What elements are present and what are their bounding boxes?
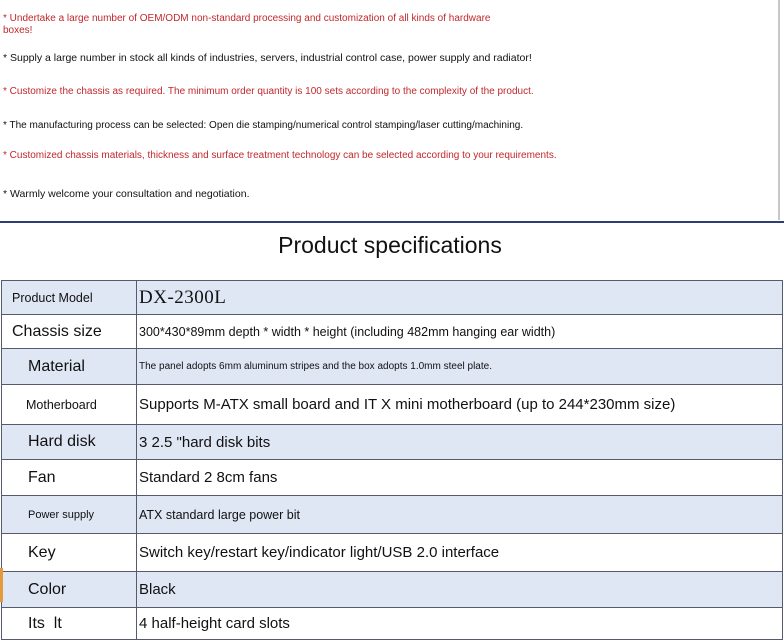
notes-panel — [0, 0, 780, 220]
spec-label: Color — [2, 572, 137, 608]
note-oem-odm: * Undertake a large number of OEM/ODM non-standard processing and customization of all kinds of hardware boxes! — [3, 13, 491, 36]
spec-value: 3 2.5 "hard disk bits — [137, 425, 783, 460]
page-title: Product specifications — [278, 232, 502, 258]
spec-label: Hard disk — [2, 425, 137, 460]
table-row — [2, 281, 783, 315]
spec-value: ATX standard large power bit — [137, 496, 783, 534]
spec-value: Standard 2 8cm fans — [137, 460, 783, 496]
note-stock-supply: * Supply a large number in stock all kinds of industries, servers, industrial control case, power supply and radiator! — [3, 52, 532, 64]
note-welcome: * Warmly welcome your consultation and negotiation. — [3, 188, 250, 200]
spec-value: 4 half-height card slots — [137, 608, 783, 640]
table-row — [2, 385, 783, 425]
spec-label: Fan — [2, 460, 137, 496]
table-row — [2, 315, 783, 349]
table-row — [2, 572, 783, 608]
spec-label: Key — [2, 534, 137, 572]
note-customized-materials: * Customized chassis materials, thickness and surface treatment technology can be selected according to your requirements. — [3, 150, 557, 161]
table-row — [2, 496, 783, 534]
spec-label: Its lt — [2, 608, 137, 640]
table-row — [2, 460, 783, 496]
spec-value: 300*430*89mm depth * width * height (including 482mm hanging ear width) — [137, 315, 783, 349]
spec-value: Supports M-ATX small board and IT X mini motherboard (up to 244*230mm size) — [137, 385, 783, 425]
table-row — [2, 608, 783, 640]
spec-value: Black — [137, 572, 783, 608]
spec-label: Motherboard — [2, 385, 137, 425]
note-manufacturing-process: * The manufacturing process can be selected: Open die stamping/numerical control stamping/laser cutting/machining. — [3, 120, 524, 131]
spec-label: Power supply — [2, 496, 137, 534]
spec-label: Product Model — [2, 281, 137, 315]
spec-table — [1, 280, 783, 640]
row-accent-mark — [0, 568, 3, 602]
spec-value: The panel adopts 6mm aluminum stripes and the box adopts 1.0mm steel plate. — [137, 349, 783, 385]
table-row — [2, 534, 783, 572]
table-row — [2, 349, 783, 385]
table-row — [2, 425, 783, 460]
spec-value: Switch key/restart key/indicator light/USB 2.0 interface — [137, 534, 783, 572]
section-divider — [0, 221, 784, 223]
spec-label: Chassis size — [2, 315, 137, 349]
spec-label: Material — [2, 349, 137, 385]
spec-value: DX-2300L — [137, 281, 783, 315]
note-customize-chassis: * Customize the chassis as required. The minimum order quantity is 100 sets according to the complexity of the product. — [3, 86, 534, 97]
